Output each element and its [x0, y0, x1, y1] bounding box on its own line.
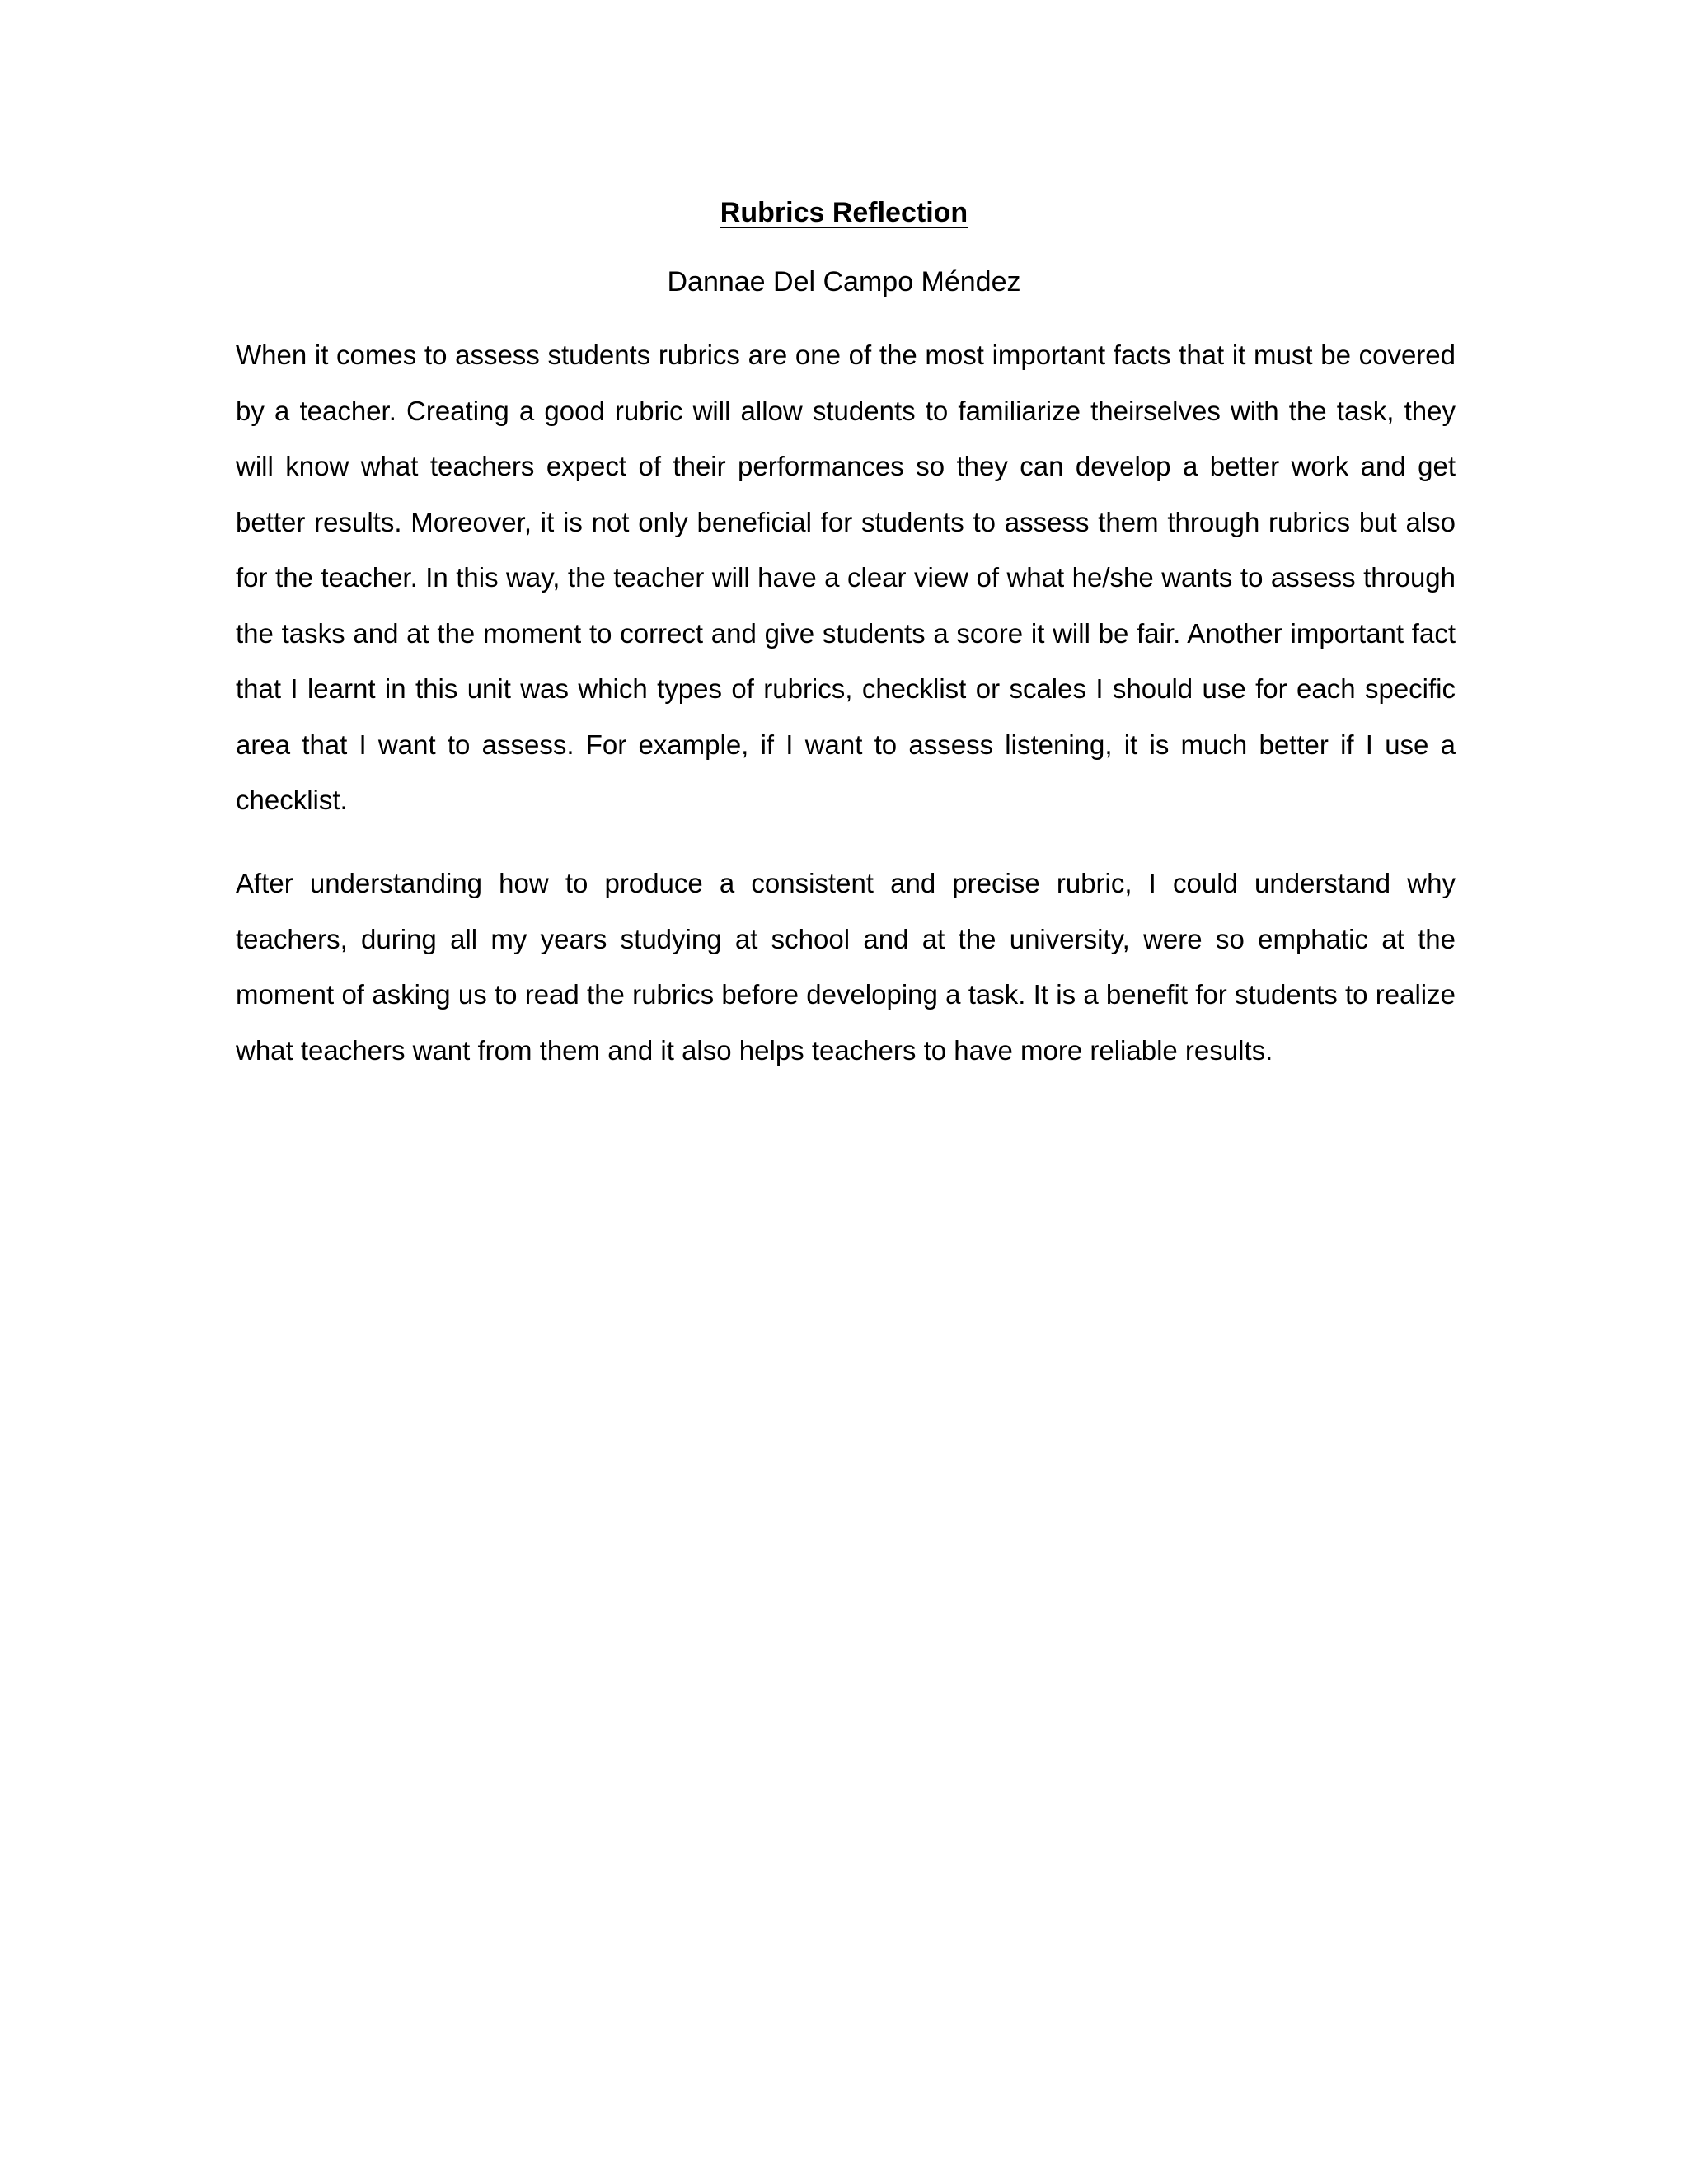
- author-name: Dannae Del Campo Méndez: [667, 266, 1021, 298]
- document-title: [0, 193, 1688, 232]
- paragraph-1: When it comes to assess students rubrics are one of the most important facts that it must be covered by a teacher. Creating a good rubric will allow students to familiarize theirselves with the task, they will know what teachers expect of their performances so they can develop a better work and get better results. Moreover, it is not only beneficial for students to assess them through rubrics but also for the teacher. In this way, the teacher will have a clear view of what he/she wants to assess through the tasks and at the moment to correct and give students a score it will be fair. Another important fact that I learnt in this unit was which types of rubrics, checklist or scales I should use for each specific area that I want to assess. For example, if I want to assess listening, it is much better if I use a checklist.: [236, 340, 1456, 815]
- document-title-text: Rubrics Reflection: [720, 197, 968, 228]
- paragraph-2: After understanding how to produce a consistent and precise rubric, I could understand why teachers, during all my years studying at school and at the university, were so emphatic at the moment of asking us to read the rubrics before developing a task. It is a benefit for students to realize what teachers want from them and it also helps teachers to have more reliable results.: [236, 868, 1456, 1066]
